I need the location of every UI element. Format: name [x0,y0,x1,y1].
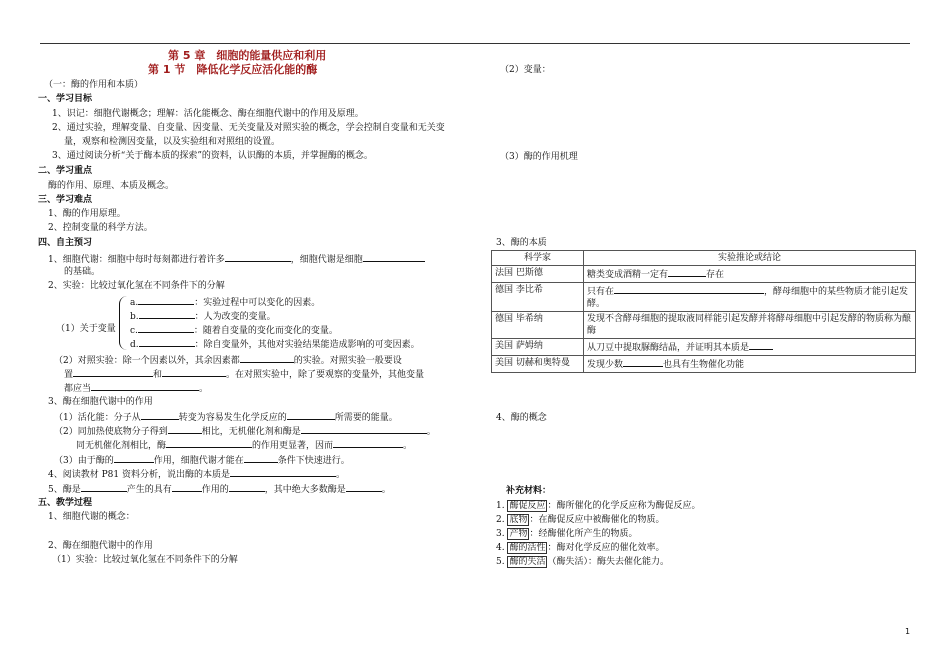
table-header: 科学家 [492,251,584,266]
var-a-text: ：实验过程中可以变化的因素。 [194,298,321,308]
item-number: 3. [496,529,505,539]
var-b [130,309,276,323]
blank[interactable] [623,357,663,367]
preview-3-1 [54,410,398,424]
p4-b: 。 [335,470,345,480]
boxed-term: 酶的活性 [509,543,546,553]
cell-text: ，酵母细胞中的某些物质才能引起发酵。 [587,287,909,309]
table-cell-conclusion [584,339,916,356]
supplement-item [496,556,669,568]
var-c [130,323,338,337]
control-3 [64,381,208,395]
heading-key-points: 二、学习重点 [38,166,93,176]
goal-2b: 量，观察和检测因变量，以及实验组和对照组的设置。 [64,137,281,147]
cell-text: 只有在 [587,287,615,297]
top-rule [40,43,910,44]
heading-difficulties: 三、学习难点 [38,195,93,205]
preview-4 [48,467,345,481]
right-nature: 3、酶的本质 [496,238,547,248]
chapter-title: 第 5 章 细胞的能量供应和利用 [168,49,327,62]
control-text-a: （2）对照实验：除一个因素以外，其余因素都 [54,356,240,366]
p31-c: 所需要的能量。 [334,413,398,423]
blank[interactable] [244,453,278,463]
blank[interactable] [614,284,764,294]
item-number: 4. [496,543,505,553]
item-text: ：在酶促反应中被酶催化的物质。 [529,515,665,525]
p5-b: 产生的具有 [126,485,172,495]
p4-a: 4、阅读教材 P81 资料分析，说出酶的本质是 [48,470,230,480]
table-cell-conclusion [584,266,916,283]
table-cell-conclusion: 发现不含酵母细胞的提取液同样能引起发酵并将酵母细胞中引起发酵的物质称为酿酶 [584,312,916,339]
difficulty-1: 1、酶的作用原理。 [48,209,126,219]
boxed-term: 产物 [509,529,528,539]
table-row [492,283,916,312]
blank[interactable] [138,295,194,305]
blank[interactable] [168,424,202,434]
var-c-prefix: c. [130,326,138,336]
blank[interactable] [172,482,202,492]
preview-1c: 的基础。 [64,267,101,277]
preview-1 [48,252,425,266]
blank[interactable] [230,467,336,477]
blank[interactable] [229,482,265,492]
p31-a: （1）活化能：分子从 [54,413,141,423]
control-2 [64,367,424,381]
page-number: 1 [905,627,911,636]
control-text-e: 。在对照实验中，除了要观察的变量外，其他变量 [226,370,425,380]
supplement-item [496,514,665,526]
table-cell-scientist: 法国 巴斯德 [492,266,584,283]
blank[interactable] [81,482,127,492]
supplement-item [496,528,638,540]
blank[interactable] [138,323,194,333]
p33-a: （3）由于酶的 [54,456,114,466]
preview-3-2 [54,424,436,438]
boxed-term: 酶的失活 [509,557,546,567]
blank[interactable] [301,424,427,434]
p5-e: 。 [381,485,391,495]
blank[interactable] [114,453,154,463]
p33-b: 作用，细胞代谢才能在 [153,456,244,466]
preview-1-text-a: 1、细胞代谢：细胞中每时每刻都进行着许多 [48,255,225,265]
supplement-item [496,542,665,554]
table-header-row [492,251,916,266]
right-variables: （2）变量： [500,65,551,75]
blank[interactable] [166,438,252,448]
item-text: ：酶对化学反应的催化效率。 [547,543,665,553]
cell-text: 存在 [706,270,725,280]
cell-text: 从刀豆中提取脲酶结晶，并证明其本质是 [587,343,750,353]
var-d [130,337,420,351]
table-row [492,356,916,373]
table-header: 实验推论或结论 [584,251,916,266]
teaching-2: 2、酶在细胞代谢中的作用 [48,541,153,551]
brace-icon [119,296,129,350]
preview-3: 3、酶在细胞代谢中的作用 [48,397,153,407]
table-row [492,312,916,339]
teaching-1: 1、细胞代谢的概念： [48,512,135,522]
preview-3-2b [76,438,412,452]
control-1 [54,353,402,367]
table-row [492,266,916,283]
blank[interactable] [139,337,195,347]
right-concept: 4、酶的概念 [496,413,547,423]
item-number: 5. [496,557,505,567]
p5-a: 5、酶是 [48,485,81,495]
blank[interactable] [749,340,773,350]
goal-3: 3、通过阅读分析“关于酶本质的探索”的资料，认识酶的本质，并掌握酶的概念。 [52,151,373,161]
p31-b: 转变为容易发生化学反应的 [178,413,287,423]
blank[interactable] [141,410,179,420]
control-text-b: 的实验。对照实验一般要设 [293,356,402,366]
preview-1-text-b: ，细胞代谢是细胞 [290,255,363,265]
topic-subtitle: （一：酶的作用和本质） [44,80,144,90]
var-a [130,295,320,309]
table-cell-conclusion [584,356,916,373]
p32-f: 。 [403,441,413,451]
control-text-c: 置 [64,370,74,380]
cell-text: 糖类变成酒精一定有 [587,270,669,280]
variables-label: （1）关于变量 [56,324,116,334]
section-title: 第 1 节 降低化学反应活化能的酶 [148,63,318,76]
control-text-f: 都应当 [64,384,92,394]
teaching-3: （1）实验：比较过氧化氢在不同条件下的分解 [52,555,238,565]
supplement-item [496,500,701,512]
blank[interactable] [162,367,226,377]
p32-b: 相比，无机催化剂和酶是 [201,427,301,437]
blank[interactable] [73,367,153,377]
boxed-term: 底物 [509,515,528,525]
blank[interactable] [287,410,335,420]
table-cell-scientist: 美国 萨姆纳 [492,339,584,356]
preview-3-3 [54,453,350,467]
blank[interactable] [139,309,195,319]
preview-2: 2、实验：比较过氧化氢在不同条件下的分解 [48,281,225,291]
goal-2a: 2、通过实验，理解变量、自变量、因变量、无关变量及对照实验的概念，学会控制自变量和无关变 [52,123,445,133]
var-c-text: ：随着自变量的变化而变化的变量。 [193,326,338,336]
var-d-prefix: d. [130,340,139,350]
blank[interactable] [346,482,382,492]
control-text-d: 和 [153,370,163,380]
preview-5 [48,482,391,496]
table-cell-conclusion [584,283,916,312]
var-d-text: ：除自变量外，其他对实验结果能造成影响的可变因素。 [194,340,420,350]
blank[interactable] [333,438,403,448]
p32-e: 的作用更显著，因而 [252,441,334,451]
blank[interactable] [225,252,291,262]
blank[interactable] [240,353,294,363]
difficulty-2: 2、控制变量的科学方法。 [48,223,153,233]
key-points-text: 酶的作用、原理、本质及概念。 [48,181,175,191]
heading-preview: 四、自主预习 [38,238,93,248]
p32-c: 。 [426,427,436,437]
blank[interactable] [668,267,706,277]
item-text: （酶失活）：酶失去催化能力。 [547,557,669,567]
scientist-table [491,250,916,373]
var-b-prefix: b. [130,312,139,322]
table-row [492,339,916,356]
p32-d: 同无机催化剂相比，酶 [76,441,167,451]
var-a-prefix: a. [130,298,139,308]
blank[interactable] [363,252,425,262]
boxed-term: 酶促反应 [509,501,546,511]
var-b-text: ：人为改变的变量。 [194,312,276,322]
item-number: 2. [496,515,505,525]
cell-text: 也具有生物催化功能 [663,360,745,370]
p5-c: 作用的 [201,485,229,495]
item-text: ：经酶催化所产生的物质。 [529,529,638,539]
p5-d: ，其中绝大多数酶是 [264,485,346,495]
goal-1: 1、识记：细胞代谢概念；理解：活化能概念、酶在细胞代谢中的作用及原理。 [52,109,364,119]
blank[interactable] [91,381,199,391]
heading-teaching: 五、教学过程 [38,498,93,508]
cell-text: 发现少数 [587,360,624,370]
p33-c: 条件下快速进行。 [277,456,350,466]
heading-goals: 一、学习目标 [38,94,93,104]
table-cell-scientist: 美国 切赫和奥特曼 [492,356,584,373]
control-text-g: 。 [199,384,209,394]
item-number: 1. [496,501,505,511]
p32-a: （2）同加热使底物分子得到 [54,427,168,437]
table-cell-scientist: 德国 毕希纳 [492,312,584,339]
supplement-heading: 补充材料： [506,486,552,496]
right-mechanism: （3）酶的作用机理 [500,152,578,162]
table-cell-scientist: 德国 李比希 [492,283,584,312]
item-text: ：酶所催化的化学反应称为酶促反应。 [547,501,701,511]
